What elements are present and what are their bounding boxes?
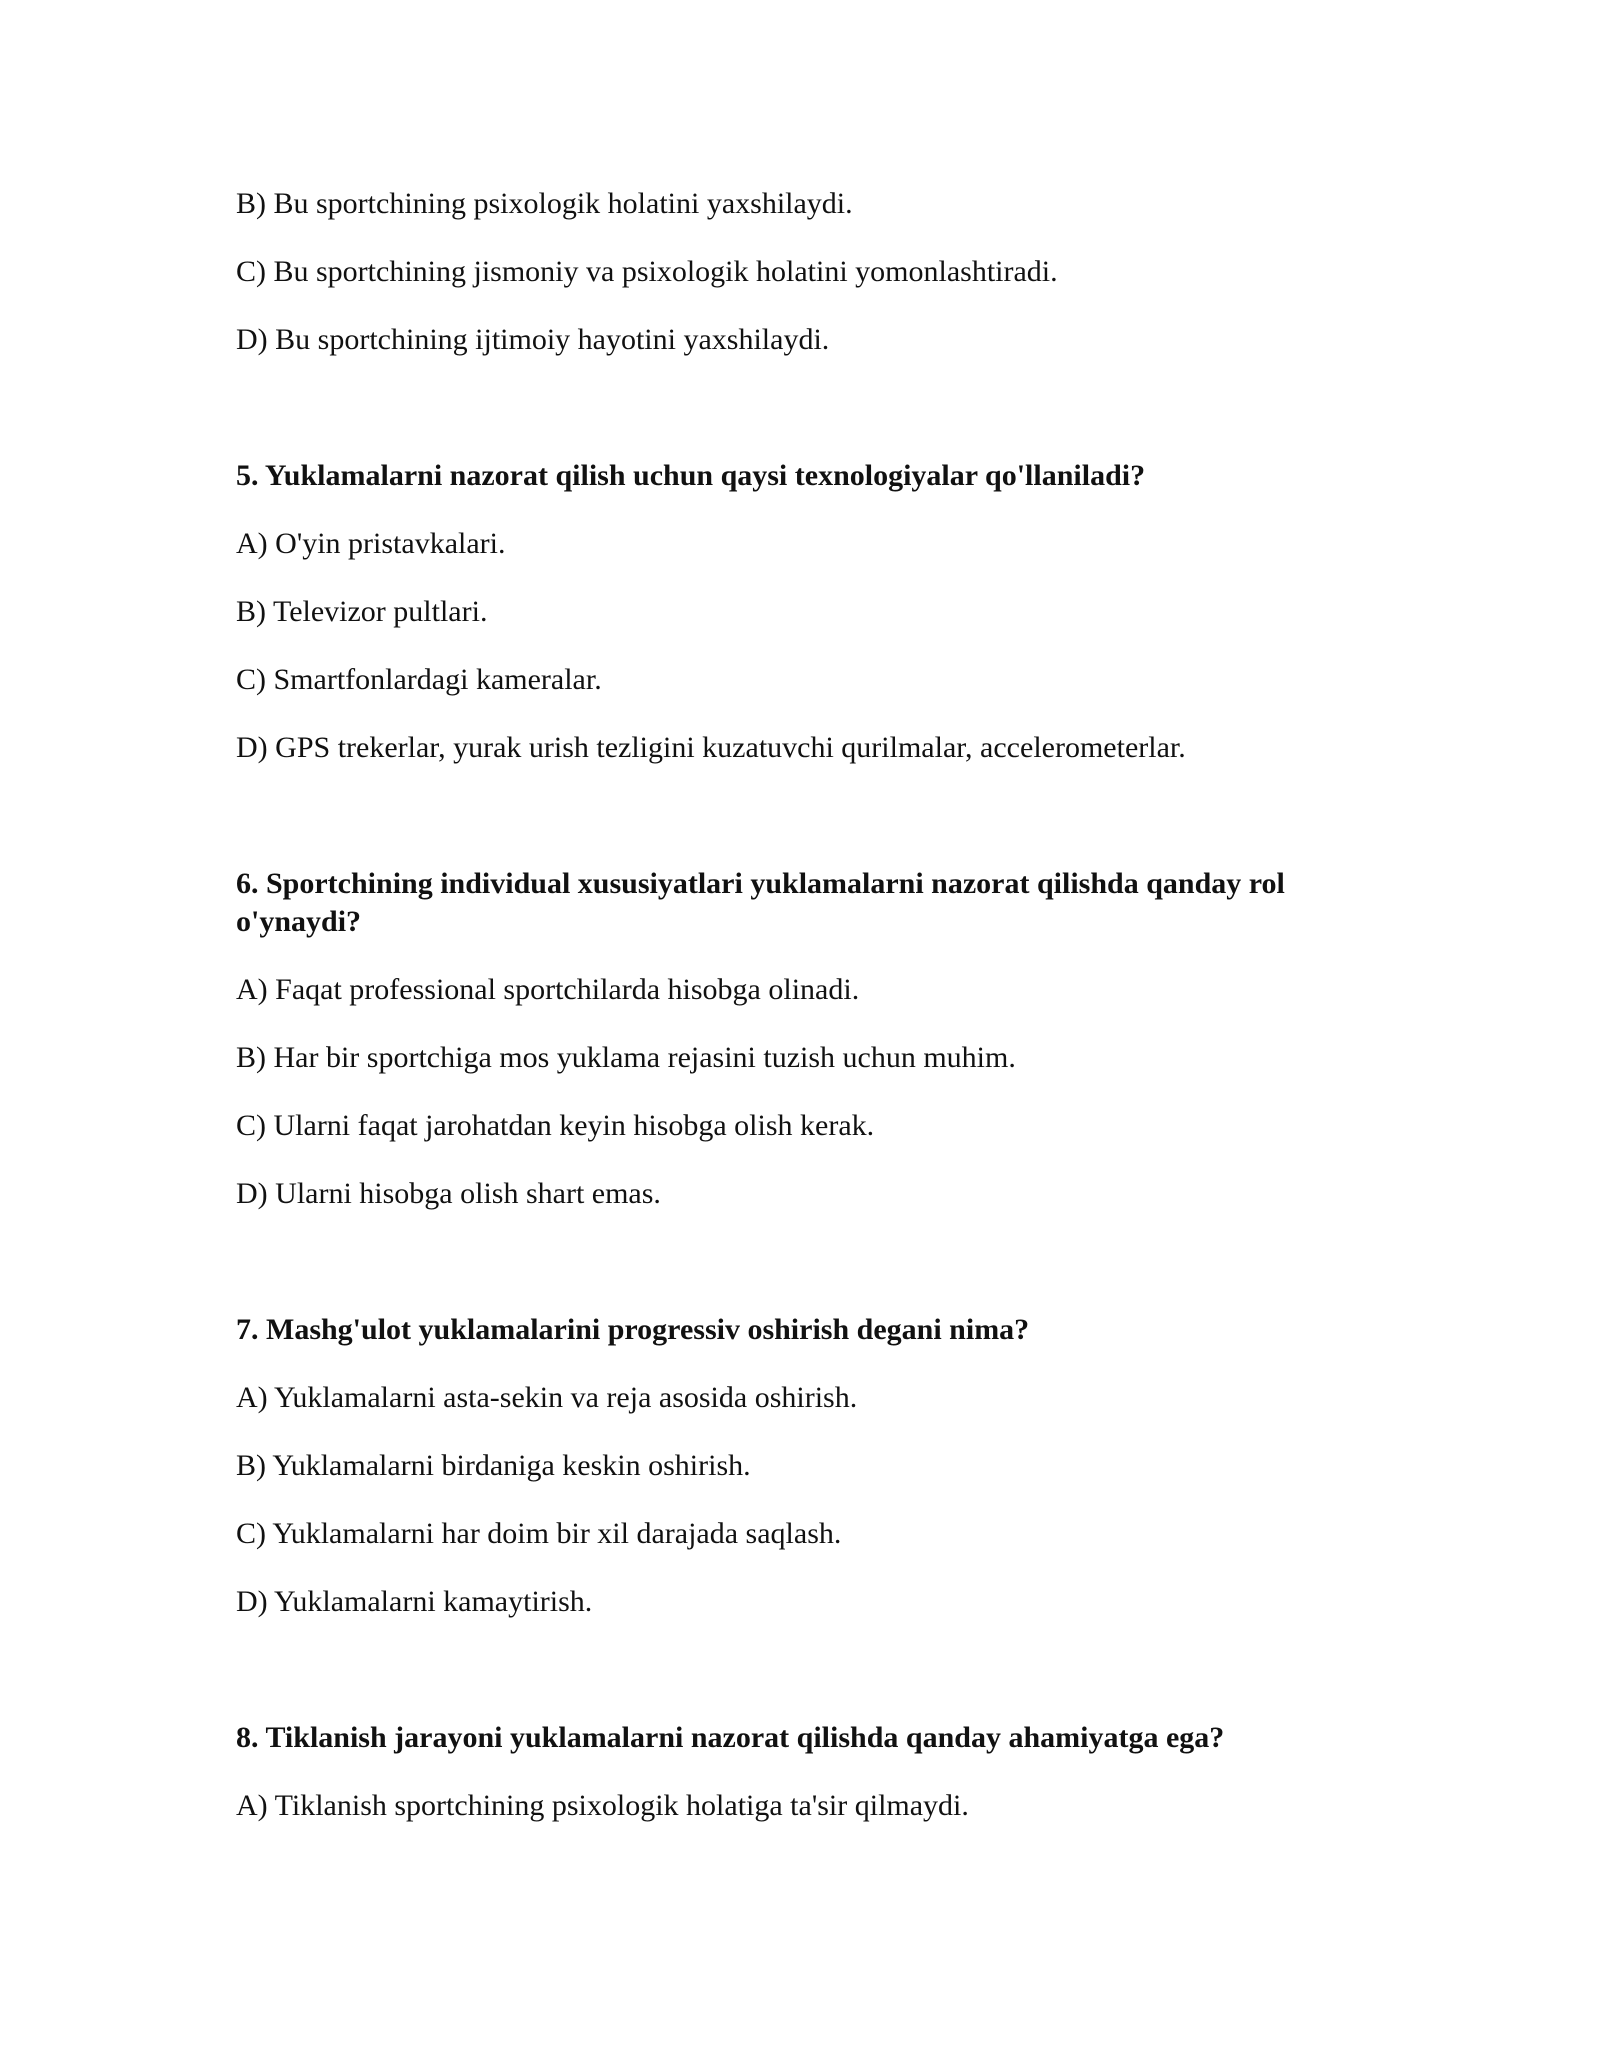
question-7-option-d: D) Yuklamalarni kamaytirish.	[236, 1585, 593, 1618]
question-5-block	[236, 457, 1376, 767]
question-6-block	[236, 865, 1376, 1213]
question-7-title: 7. Mashg'ulot yuklamalarini progressiv oshirish degani nima?	[236, 1313, 1030, 1346]
document-content	[236, 185, 1376, 1825]
option-intro-c: C) Bu sportchining jismoniy va psixologik holatini yomonlashtiradi.	[236, 255, 1058, 288]
question-5-option-c: C) Smartfonlardagi kameralar.	[236, 663, 602, 696]
option-intro-b: B) Bu sportchining psixologik holatini yaxshilaydi.	[236, 187, 853, 220]
question-7-block	[236, 1311, 1376, 1621]
question-8-block	[236, 1719, 1376, 1825]
question-6-option-b: B) Har bir sportchiga mos yuklama rejasini tuzish uchun muhim.	[236, 1041, 1016, 1074]
question-5-title: 5. Yuklamalarni nazorat qilish uchun qaysi texnologiyalar qo'llaniladi?	[236, 459, 1146, 492]
question-6-option-a: A) Faqat professional sportchilarda hisobga olinadi.	[236, 973, 860, 1006]
question-7-option-b: B) Yuklamalarni birdaniga keskin oshirish.	[236, 1449, 751, 1482]
question-8-title: 8. Tiklanish jarayoni yuklamalarni nazorat qilishda qanday ahamiyatga ega?	[236, 1721, 1225, 1754]
option-intro-d: D) Bu sportchining ijtimoiy hayotini yaxshilaydi.	[236, 323, 830, 356]
question-5-option-b: B) Televizor pultlari.	[236, 595, 488, 628]
question-7-option-a: A) Yuklamalarni asta-sekin va reja asosida oshirish.	[236, 1381, 858, 1414]
question-6-title: 6. Sportchining individual xususiyatlari yuklamalarni nazorat qilishda qanday rol o'ynaydi?	[236, 867, 1285, 938]
question-6-option-d: D) Ularni hisobga olish shart emas.	[236, 1177, 661, 1210]
question-5-option-a: A) O'yin pristavkalari.	[236, 527, 506, 560]
question-8-option-a: A) Tiklanish sportchining psixologik holatiga ta'sir qilmaydi.	[236, 1789, 969, 1822]
question-6-option-c: C) Ularni faqat jarohatdan keyin hisobga olish kerak.	[236, 1109, 875, 1142]
question-5-option-d: D) GPS trekerlar, yurak urish tezligini kuzatuvchi qurilmalar, accelerometerlar.	[236, 731, 1186, 764]
question-7-option-c: C) Yuklamalarni har doim bir xil darajada saqlash.	[236, 1517, 842, 1550]
intro-options	[236, 185, 1376, 359]
